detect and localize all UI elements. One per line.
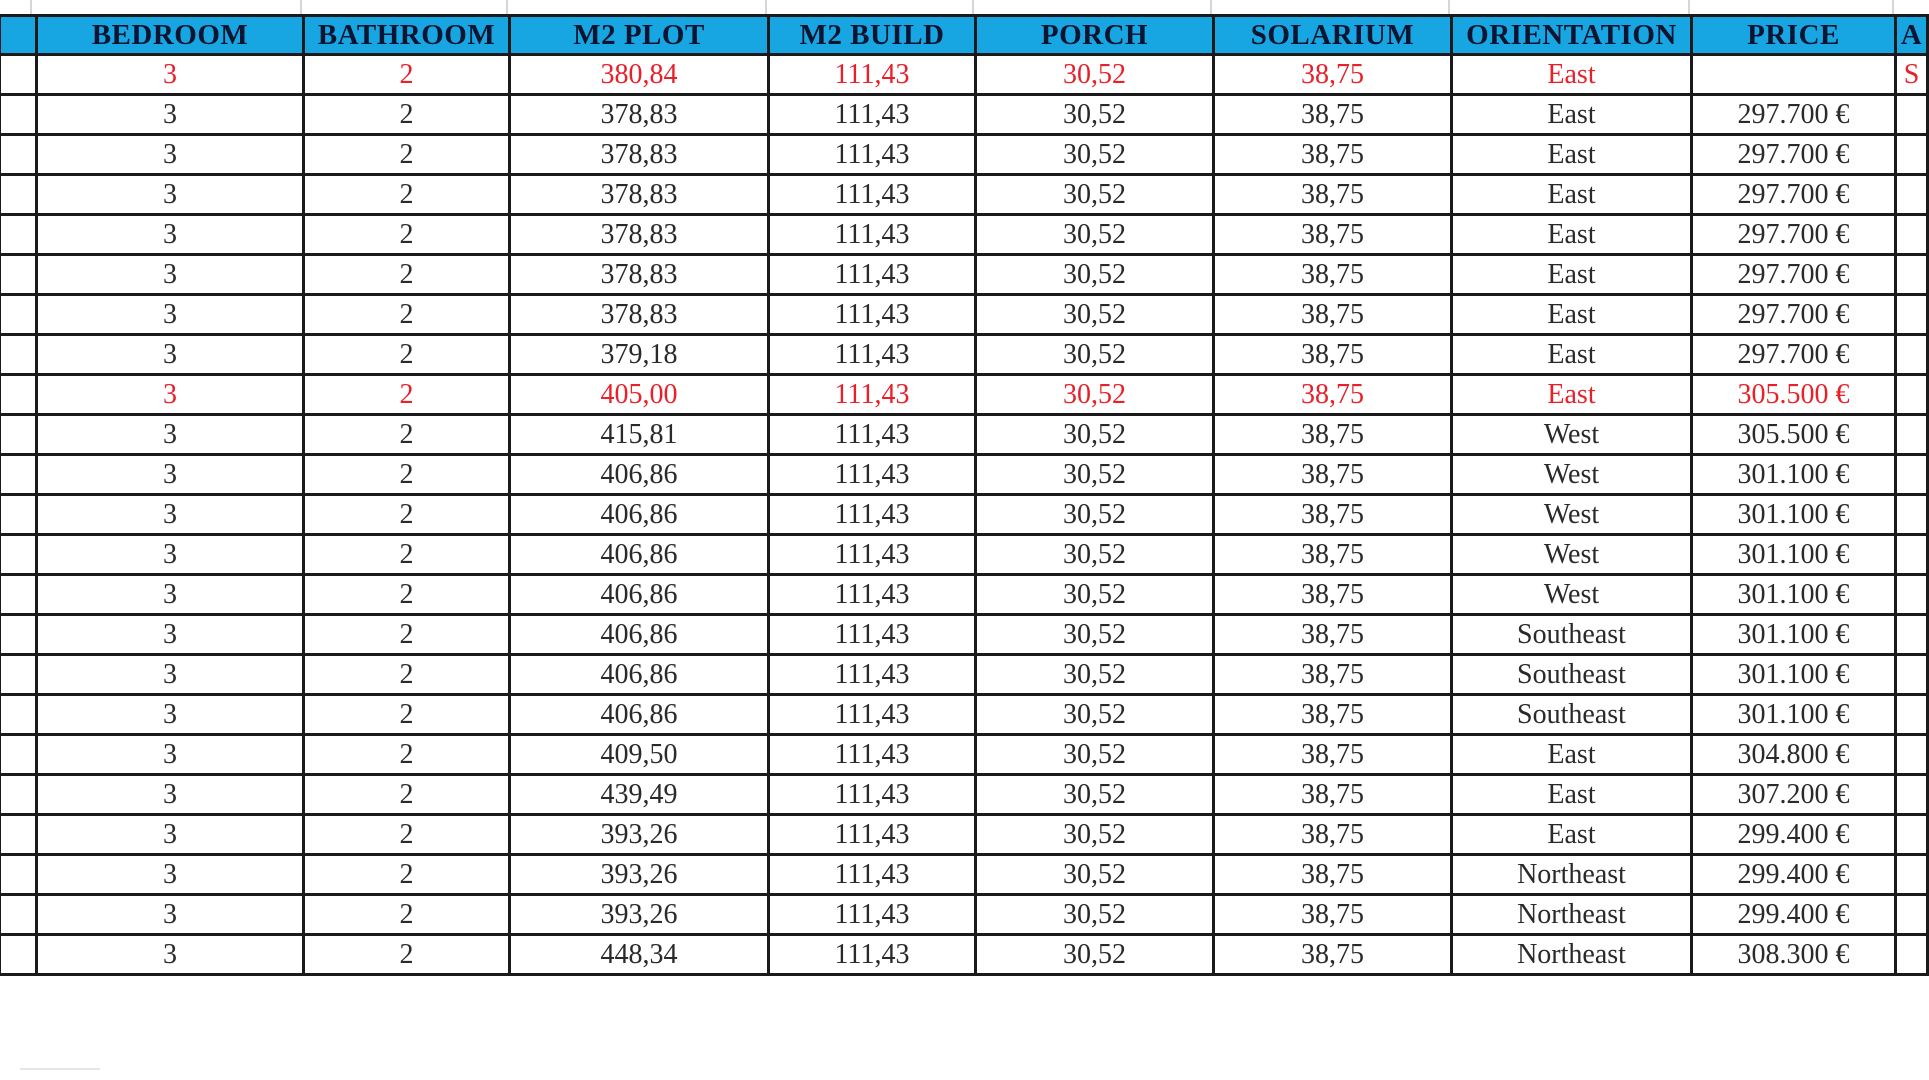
- cell-solarium[interactable]: 38,75: [1214, 535, 1452, 575]
- cell-bedroom[interactable]: 3: [37, 695, 304, 735]
- cell-availability[interactable]: [1896, 375, 1928, 415]
- cell-bedroom[interactable]: 3: [37, 775, 304, 815]
- table-row: [0, 495, 1928, 535]
- cell-price[interactable]: 305.500 €: [1692, 375, 1896, 415]
- cell-row-label[interactable]: [0, 815, 37, 855]
- cell-bathroom[interactable]: 2: [304, 495, 510, 535]
- cell-orientation[interactable]: West: [1452, 535, 1692, 575]
- cell-porch[interactable]: 30,52: [976, 895, 1214, 935]
- cell-bathroom[interactable]: 2: [304, 135, 510, 175]
- cell-price[interactable]: 297.700 €: [1692, 135, 1896, 175]
- cell-price[interactable]: 301.100 €: [1692, 455, 1896, 495]
- cell-bathroom[interactable]: 2: [304, 695, 510, 735]
- cell-orientation[interactable]: East: [1452, 55, 1692, 95]
- cell-orientation[interactable]: East: [1452, 735, 1692, 775]
- cell-orientation[interactable]: East: [1452, 815, 1692, 855]
- cell-bedroom[interactable]: 3: [37, 135, 304, 175]
- cell-m2-plot[interactable]: 406,86: [510, 535, 769, 575]
- cell-availability[interactable]: [1896, 215, 1928, 255]
- table-row: [0, 375, 1928, 415]
- cell-price[interactable]: 305.500 €: [1692, 415, 1896, 455]
- cell-availability[interactable]: [1896, 255, 1928, 295]
- table-body: [0, 55, 1928, 975]
- cell-m2-build[interactable]: 111,43: [769, 855, 976, 895]
- table-row: [0, 295, 1928, 335]
- cell-solarium[interactable]: 38,75: [1214, 455, 1452, 495]
- cell-m2-build[interactable]: 111,43: [769, 135, 976, 175]
- cell-orientation[interactable]: East: [1452, 295, 1692, 335]
- cell-porch[interactable]: 30,52: [976, 135, 1214, 175]
- cell-m2-build[interactable]: 111,43: [769, 815, 976, 855]
- cell-row-label[interactable]: [0, 175, 37, 215]
- cell-row-label[interactable]: [0, 575, 37, 615]
- cell-m2-plot[interactable]: 393,26: [510, 815, 769, 855]
- bottom-edge: [0, 1058, 1920, 1080]
- cell-bedroom[interactable]: 3: [37, 815, 304, 855]
- cell-orientation[interactable]: West: [1452, 415, 1692, 455]
- cell-price[interactable]: 307.200 €: [1692, 775, 1896, 815]
- cell-m2-build[interactable]: 111,43: [769, 295, 976, 335]
- cell-solarium[interactable]: 38,75: [1214, 695, 1452, 735]
- cell-solarium[interactable]: 38,75: [1214, 215, 1452, 255]
- cell-porch[interactable]: 30,52: [976, 815, 1214, 855]
- cell-bathroom[interactable]: 2: [304, 175, 510, 215]
- cell-bathroom[interactable]: 2: [304, 55, 510, 95]
- cell-orientation[interactable]: East: [1452, 335, 1692, 375]
- cell-porch[interactable]: 30,52: [976, 55, 1214, 95]
- cell-availability[interactable]: [1896, 895, 1928, 935]
- cell-porch[interactable]: 30,52: [976, 775, 1214, 815]
- cell-m2-plot[interactable]: 393,26: [510, 855, 769, 895]
- cell-solarium[interactable]: 38,75: [1214, 775, 1452, 815]
- cell-price[interactable]: 308.300 €: [1692, 935, 1896, 975]
- cell-price[interactable]: [1692, 55, 1896, 95]
- cell-m2-plot[interactable]: 406,86: [510, 695, 769, 735]
- cell-m2-plot[interactable]: 379,18: [510, 335, 769, 375]
- cell-orientation[interactable]: Northeast: [1452, 935, 1692, 975]
- table-row: [0, 215, 1928, 255]
- cell-availability[interactable]: [1896, 615, 1928, 655]
- cell-m2-build[interactable]: 111,43: [769, 415, 976, 455]
- cell-bedroom[interactable]: 3: [37, 855, 304, 895]
- cell-m2-build[interactable]: 111,43: [769, 455, 976, 495]
- cell-bedroom[interactable]: 3: [37, 95, 304, 135]
- header-row: [0, 16, 1928, 55]
- cell-orientation[interactable]: East: [1452, 775, 1692, 815]
- cell-availability[interactable]: [1896, 535, 1928, 575]
- cell-bathroom[interactable]: 2: [304, 615, 510, 655]
- table-row: [0, 615, 1928, 655]
- cell-porch[interactable]: 30,52: [976, 655, 1214, 695]
- cell-bedroom[interactable]: 3: [37, 255, 304, 295]
- cell-m2-plot[interactable]: 378,83: [510, 135, 769, 175]
- cell-m2-build[interactable]: 111,43: [769, 255, 976, 295]
- header-cell-row-label[interactable]: [0, 16, 37, 55]
- cell-m2-plot[interactable]: 406,86: [510, 615, 769, 655]
- cell-price[interactable]: 301.100 €: [1692, 495, 1896, 535]
- cell-row-label[interactable]: [0, 735, 37, 775]
- table-row: [0, 135, 1928, 175]
- cell-solarium[interactable]: 38,75: [1214, 495, 1452, 535]
- cell-m2-plot[interactable]: 378,83: [510, 255, 769, 295]
- cell-price[interactable]: 299.400 €: [1692, 895, 1896, 935]
- table-row: [0, 735, 1928, 775]
- cell-solarium[interactable]: 38,75: [1214, 895, 1452, 935]
- top-edge-strip: [0, 0, 1920, 14]
- cell-m2-build[interactable]: 111,43: [769, 575, 976, 615]
- cell-row-label[interactable]: [0, 335, 37, 375]
- cell-availability[interactable]: [1896, 175, 1928, 215]
- cell-solarium[interactable]: 38,75: [1214, 255, 1452, 295]
- cell-porch[interactable]: 30,52: [976, 575, 1214, 615]
- cell-row-label[interactable]: [0, 895, 37, 935]
- table-row: [0, 55, 1928, 95]
- cell-price[interactable]: 297.700 €: [1692, 295, 1896, 335]
- cell-bathroom[interactable]: 2: [304, 295, 510, 335]
- cell-bathroom[interactable]: 2: [304, 815, 510, 855]
- cell-availability[interactable]: [1896, 815, 1928, 855]
- cell-availability[interactable]: [1896, 495, 1928, 535]
- cell-bedroom[interactable]: 3: [37, 375, 304, 415]
- cell-availability[interactable]: [1896, 695, 1928, 735]
- cell-solarium[interactable]: 38,75: [1214, 295, 1452, 335]
- cell-bedroom[interactable]: 3: [37, 335, 304, 375]
- cell-price[interactable]: 299.400 €: [1692, 855, 1896, 895]
- cell-bathroom[interactable]: 2: [304, 935, 510, 975]
- cell-solarium[interactable]: 38,75: [1214, 135, 1452, 175]
- cell-porch[interactable]: 30,52: [976, 215, 1214, 255]
- faint-mark: [20, 1068, 100, 1070]
- cell-orientation[interactable]: Northeast: [1452, 855, 1692, 895]
- cell-row-label[interactable]: [0, 935, 37, 975]
- cell-availability[interactable]: [1896, 575, 1928, 615]
- cell-bathroom[interactable]: 2: [304, 535, 510, 575]
- column-edge-mark: [30, 0, 32, 14]
- cell-m2-build[interactable]: 111,43: [769, 215, 976, 255]
- cell-m2-plot[interactable]: 405,00: [510, 375, 769, 415]
- cell-bedroom[interactable]: 3: [37, 535, 304, 575]
- cell-m2-plot[interactable]: 439,49: [510, 775, 769, 815]
- cell-availability[interactable]: [1896, 935, 1928, 975]
- cell-price[interactable]: 297.700 €: [1692, 175, 1896, 215]
- cell-orientation[interactable]: Northeast: [1452, 895, 1692, 935]
- cell-porch[interactable]: 30,52: [976, 335, 1214, 375]
- header-cell-bedroom[interactable]: BEDROOM: [37, 16, 304, 55]
- cell-row-label[interactable]: [0, 855, 37, 895]
- cell-row-label[interactable]: [0, 215, 37, 255]
- cell-orientation[interactable]: East: [1452, 215, 1692, 255]
- cell-m2-plot[interactable]: 415,81: [510, 415, 769, 455]
- cell-porch[interactable]: 30,52: [976, 495, 1214, 535]
- cell-bathroom[interactable]: 2: [304, 255, 510, 295]
- cell-solarium[interactable]: 38,75: [1214, 335, 1452, 375]
- table-row: [0, 695, 1928, 735]
- cell-bedroom[interactable]: 3: [37, 655, 304, 695]
- table-row: [0, 935, 1928, 975]
- cell-row-label[interactable]: [0, 295, 37, 335]
- table-row: [0, 655, 1928, 695]
- header-cell-availability[interactable]: A: [1896, 16, 1928, 55]
- cell-solarium[interactable]: 38,75: [1214, 95, 1452, 135]
- table-row: [0, 455, 1928, 495]
- cell-m2-build[interactable]: 111,43: [769, 695, 976, 735]
- cell-solarium[interactable]: 38,75: [1214, 375, 1452, 415]
- cell-m2-plot[interactable]: 406,86: [510, 495, 769, 535]
- cell-row-label[interactable]: [0, 135, 37, 175]
- column-edge-mark: [765, 0, 767, 14]
- cell-bedroom[interactable]: 3: [37, 735, 304, 775]
- cell-price[interactable]: 297.700 €: [1692, 215, 1896, 255]
- cell-m2-build[interactable]: 111,43: [769, 735, 976, 775]
- cell-row-label[interactable]: [0, 55, 37, 95]
- cell-porch[interactable]: 30,52: [976, 615, 1214, 655]
- cell-orientation[interactable]: East: [1452, 135, 1692, 175]
- cell-bedroom[interactable]: 3: [37, 575, 304, 615]
- cell-availability[interactable]: [1896, 775, 1928, 815]
- property-price-table: [0, 14, 1929, 976]
- cell-m2-build[interactable]: 111,43: [769, 615, 976, 655]
- column-edge-mark: [300, 0, 302, 14]
- cell-bathroom[interactable]: 2: [304, 735, 510, 775]
- table-row: [0, 175, 1928, 215]
- cell-row-label[interactable]: [0, 495, 37, 535]
- cell-m2-plot[interactable]: 409,50: [510, 735, 769, 775]
- cell-bathroom[interactable]: 2: [304, 455, 510, 495]
- cell-price[interactable]: 301.100 €: [1692, 535, 1896, 575]
- cell-row-label[interactable]: [0, 95, 37, 135]
- cell-m2-plot[interactable]: 378,83: [510, 175, 769, 215]
- cell-row-label[interactable]: [0, 415, 37, 455]
- column-edge-mark: [1210, 0, 1212, 14]
- table-row: [0, 895, 1928, 935]
- cell-m2-build[interactable]: 111,43: [769, 655, 976, 695]
- cell-availability[interactable]: [1896, 855, 1928, 895]
- cell-m2-build[interactable]: 111,43: [769, 935, 976, 975]
- table-row: [0, 575, 1928, 615]
- cell-row-label[interactable]: [0, 775, 37, 815]
- cell-row-label[interactable]: [0, 255, 37, 295]
- cell-row-label[interactable]: [0, 375, 37, 415]
- cell-orientation[interactable]: West: [1452, 455, 1692, 495]
- cell-bathroom[interactable]: 2: [304, 895, 510, 935]
- cell-porch[interactable]: 30,52: [976, 415, 1214, 455]
- cell-solarium[interactable]: 38,75: [1214, 735, 1452, 775]
- cell-porch[interactable]: 30,52: [976, 695, 1214, 735]
- cell-orientation[interactable]: Southeast: [1452, 615, 1692, 655]
- cell-bedroom[interactable]: 3: [37, 215, 304, 255]
- cell-bedroom[interactable]: 3: [37, 895, 304, 935]
- cell-m2-plot[interactable]: 406,86: [510, 455, 769, 495]
- cell-bedroom[interactable]: 3: [37, 935, 304, 975]
- cell-availability[interactable]: [1896, 415, 1928, 455]
- cell-price[interactable]: 301.100 €: [1692, 655, 1896, 695]
- column-edge-mark: [972, 0, 974, 14]
- cell-bathroom[interactable]: 2: [304, 415, 510, 455]
- cell-availability[interactable]: [1896, 295, 1928, 335]
- cell-porch[interactable]: 30,52: [976, 735, 1214, 775]
- cell-solarium[interactable]: 38,75: [1214, 175, 1452, 215]
- cell-orientation[interactable]: East: [1452, 375, 1692, 415]
- cell-bathroom[interactable]: 2: [304, 575, 510, 615]
- cell-bedroom[interactable]: 3: [37, 415, 304, 455]
- cell-solarium[interactable]: 38,75: [1214, 415, 1452, 455]
- cell-availability[interactable]: [1896, 455, 1928, 495]
- cell-price[interactable]: 301.100 €: [1692, 615, 1896, 655]
- cell-m2-build[interactable]: 111,43: [769, 495, 976, 535]
- cell-availability[interactable]: [1896, 95, 1928, 135]
- cell-row-label[interactable]: [0, 655, 37, 695]
- cell-m2-build[interactable]: 111,43: [769, 335, 976, 375]
- cell-m2-plot[interactable]: 380,84: [510, 55, 769, 95]
- cell-price[interactable]: 304.800 €: [1692, 735, 1896, 775]
- cell-orientation[interactable]: Southeast: [1452, 655, 1692, 695]
- cell-solarium[interactable]: 38,75: [1214, 655, 1452, 695]
- cell-porch[interactable]: 30,52: [976, 855, 1214, 895]
- cell-bathroom[interactable]: 2: [304, 775, 510, 815]
- cell-row-label[interactable]: [0, 695, 37, 735]
- cell-m2-build[interactable]: 111,43: [769, 95, 976, 135]
- table-row: [0, 535, 1928, 575]
- cell-m2-build[interactable]: 111,43: [769, 775, 976, 815]
- cell-bedroom[interactable]: 3: [37, 55, 304, 95]
- cell-m2-build[interactable]: 111,43: [769, 895, 976, 935]
- cell-solarium[interactable]: 38,75: [1214, 855, 1452, 895]
- cell-price[interactable]: 297.700 €: [1692, 95, 1896, 135]
- cell-porch[interactable]: 30,52: [976, 175, 1214, 215]
- cell-porch[interactable]: 30,52: [976, 95, 1214, 135]
- cell-bedroom[interactable]: 3: [37, 295, 304, 335]
- cell-m2-build[interactable]: 111,43: [769, 375, 976, 415]
- header-cell-orientation[interactable]: ORIENTATION: [1452, 16, 1692, 55]
- cell-orientation[interactable]: West: [1452, 495, 1692, 535]
- header-cell-m2-plot[interactable]: M2 PLOT: [510, 16, 769, 55]
- cell-bathroom[interactable]: 2: [304, 95, 510, 135]
- cell-porch[interactable]: 30,52: [976, 255, 1214, 295]
- cell-bedroom[interactable]: 3: [37, 495, 304, 535]
- column-edge-mark: [506, 0, 508, 14]
- cell-price[interactable]: 301.100 €: [1692, 695, 1896, 735]
- cell-m2-plot[interactable]: 378,83: [510, 295, 769, 335]
- column-edge-mark: [1448, 0, 1450, 14]
- cell-porch[interactable]: 30,52: [976, 935, 1214, 975]
- cell-m2-plot[interactable]: 406,86: [510, 655, 769, 695]
- cell-m2-plot[interactable]: 393,26: [510, 895, 769, 935]
- cell-price[interactable]: 297.700 €: [1692, 335, 1896, 375]
- table-row: [0, 855, 1928, 895]
- cell-solarium[interactable]: 38,75: [1214, 615, 1452, 655]
- cell-solarium[interactable]: 38,75: [1214, 935, 1452, 975]
- cell-availability[interactable]: [1896, 735, 1928, 775]
- cell-m2-plot[interactable]: 378,83: [510, 215, 769, 255]
- cell-porch[interactable]: 30,52: [976, 455, 1214, 495]
- table-row: [0, 255, 1928, 295]
- cell-porch[interactable]: 30,52: [976, 295, 1214, 335]
- table-row: [0, 95, 1928, 135]
- cell-orientation[interactable]: East: [1452, 255, 1692, 295]
- header-cell-porch[interactable]: PORCH: [976, 16, 1214, 55]
- cell-m2-plot[interactable]: 448,34: [510, 935, 769, 975]
- column-edge-mark: [1892, 0, 1894, 14]
- cell-bathroom[interactable]: 2: [304, 655, 510, 695]
- table-row: [0, 335, 1928, 375]
- cell-orientation[interactable]: East: [1452, 95, 1692, 135]
- cell-price[interactable]: 297.700 €: [1692, 255, 1896, 295]
- cell-m2-build[interactable]: 111,43: [769, 535, 976, 575]
- cell-bathroom[interactable]: 2: [304, 335, 510, 375]
- cell-solarium[interactable]: 38,75: [1214, 815, 1452, 855]
- cell-availability[interactable]: S: [1896, 55, 1928, 95]
- cell-price[interactable]: 301.100 €: [1692, 575, 1896, 615]
- cell-orientation[interactable]: East: [1452, 175, 1692, 215]
- cell-row-label[interactable]: [0, 615, 37, 655]
- cell-bedroom[interactable]: 3: [37, 455, 304, 495]
- table-row: [0, 775, 1928, 815]
- cell-availability[interactable]: [1896, 335, 1928, 375]
- cell-orientation[interactable]: West: [1452, 575, 1692, 615]
- cell-m2-build[interactable]: 111,43: [769, 55, 976, 95]
- cell-availability[interactable]: [1896, 135, 1928, 175]
- header-cell-bathroom[interactable]: BATHROOM: [304, 16, 510, 55]
- column-edge-mark: [1688, 0, 1690, 14]
- cell-price[interactable]: 299.400 €: [1692, 815, 1896, 855]
- cell-bedroom[interactable]: 3: [37, 175, 304, 215]
- cell-row-label[interactable]: [0, 455, 37, 495]
- header-cell-m2-build[interactable]: M2 BUILD: [769, 16, 976, 55]
- cell-row-label[interactable]: [0, 535, 37, 575]
- cell-bathroom[interactable]: 2: [304, 215, 510, 255]
- cell-bathroom[interactable]: 2: [304, 375, 510, 415]
- header-cell-price[interactable]: PRICE: [1692, 16, 1896, 55]
- table-row: [0, 415, 1928, 455]
- cell-m2-build[interactable]: 111,43: [769, 175, 976, 215]
- header-cell-solarium[interactable]: SOLARIUM: [1214, 16, 1452, 55]
- cell-bedroom[interactable]: 3: [37, 615, 304, 655]
- cell-availability[interactable]: [1896, 655, 1928, 695]
- cell-m2-plot[interactable]: 406,86: [510, 575, 769, 615]
- table-row: [0, 815, 1928, 855]
- cell-bathroom[interactable]: 2: [304, 855, 510, 895]
- cell-orientation[interactable]: Southeast: [1452, 695, 1692, 735]
- cell-porch[interactable]: 30,52: [976, 375, 1214, 415]
- cell-m2-plot[interactable]: 378,83: [510, 95, 769, 135]
- cell-solarium[interactable]: 38,75: [1214, 575, 1452, 615]
- cell-solarium[interactable]: 38,75: [1214, 55, 1452, 95]
- cell-porch[interactable]: 30,52: [976, 535, 1214, 575]
